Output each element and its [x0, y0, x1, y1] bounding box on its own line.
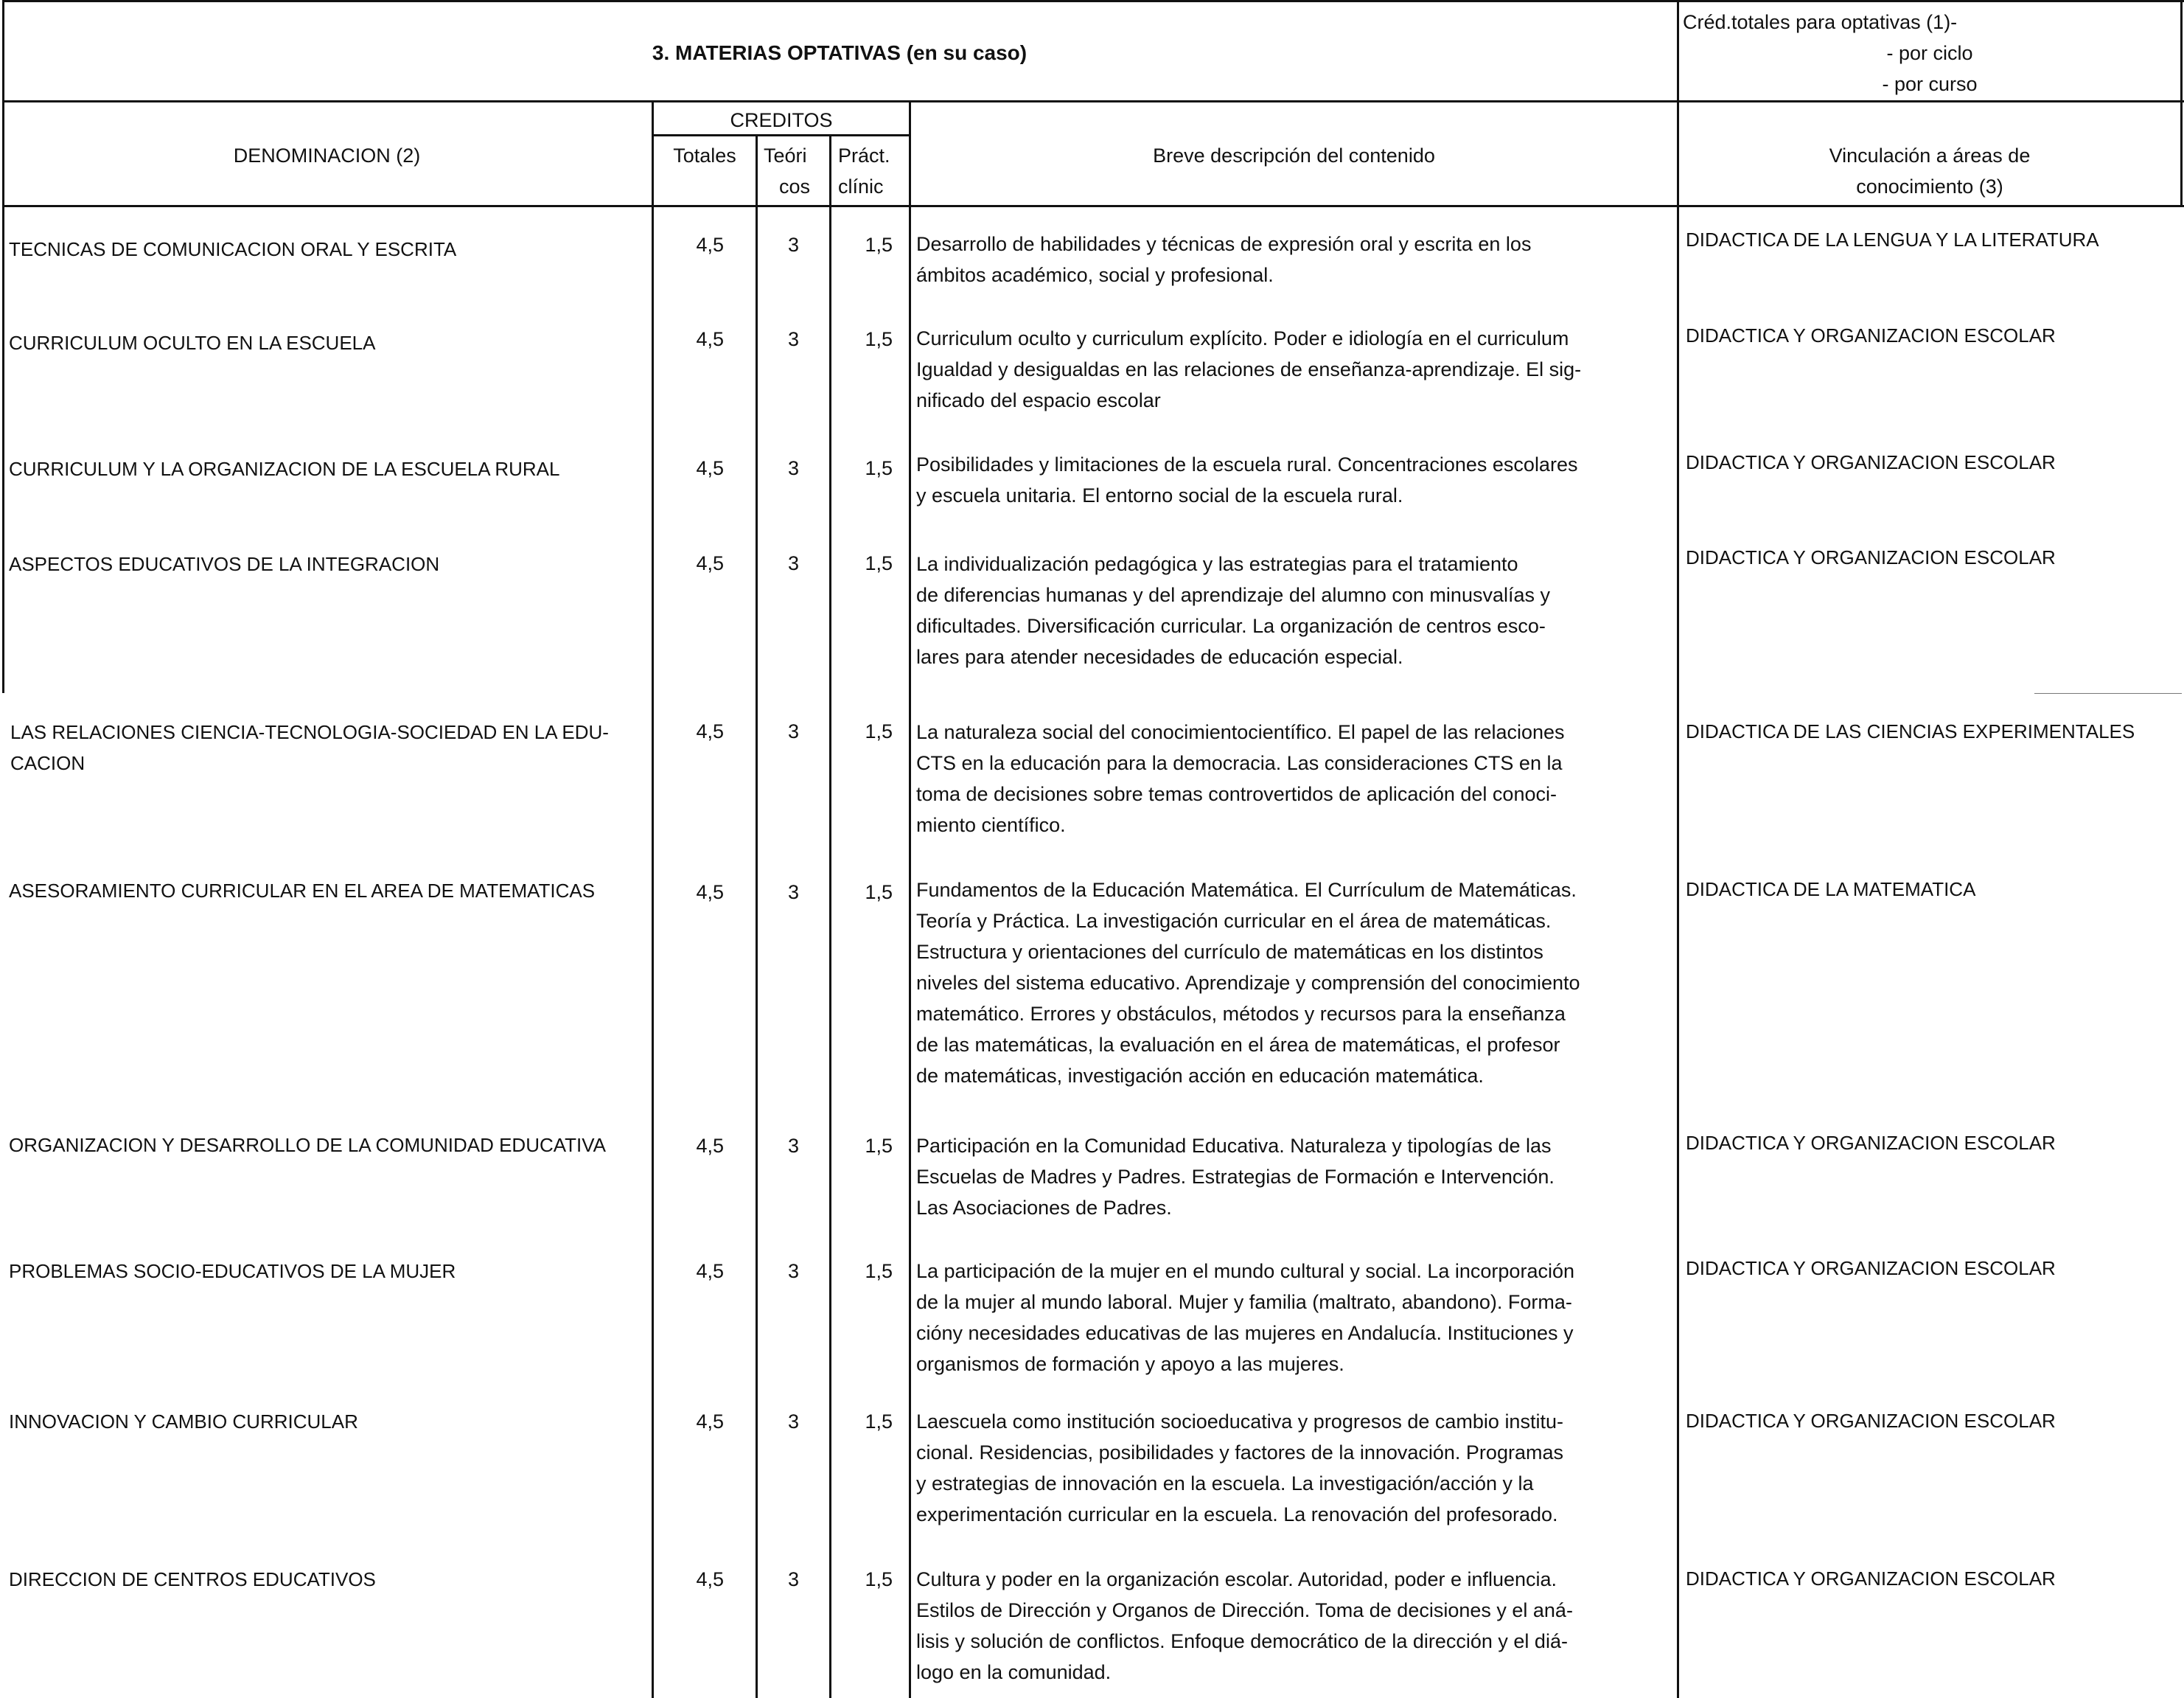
top-border — [2, 0, 2184, 2]
table-row-description: Desarrollo de habilidades y técnicas de expresión oral y escrita en los ámbitos académico, social y profesional. — [916, 233, 1532, 286]
table-row-description: Posibilidades y limitaciones de la escuela rural. Concentraciones escolares y escuela unitaria. El entorno social de la escuela rural. — [916, 453, 1578, 507]
col-desc-divider — [1677, 0, 1679, 1698]
table-row-practicos: 1,5 — [865, 328, 893, 350]
table-row-teoricos: 3 — [787, 1135, 800, 1157]
practicos-header-line1: Práct. — [838, 145, 890, 167]
table-row-totales: 4,5 — [696, 328, 724, 350]
table-row-practicos: 1,5 — [865, 1135, 893, 1157]
table-row-name: LAS RELACIONES CIENCIA-TECNOLOGIA-SOCIEDAD EN LA EDU- CACION — [10, 721, 609, 774]
table-row-practicos: 1,5 — [865, 1568, 893, 1590]
por-curso-label: - por curso — [1882, 73, 1978, 95]
table-row-practicos: 1,5 — [865, 720, 893, 742]
cred-totales-label: Créd.totales para optativas (1)- — [1683, 11, 1958, 33]
totales-header: Totales — [673, 145, 736, 167]
table-row-name: CURRICULUM OCULTO EN LA ESCUELA — [9, 332, 376, 354]
table-row-description: Cultura y poder en la organización escolar. Autoridad, poder e influencia. Estilos de Dirección y Organos de Dirección. Toma de decisiones y el aná- lisis y solución de conflictos. Enfoque democrático de la dirección y el diá- logo en la comunidad. — [916, 1568, 1573, 1683]
practicos-header-line2: clínic — [838, 175, 884, 198]
section-title: 3. MATERIAS OPTATIVAS (en su caso) — [652, 41, 1028, 64]
table-row-area: DIDACTICA DE LA MATEMATICA — [1686, 878, 1976, 900]
table-row-name: INNOVACION Y CAMBIO CURRICULAR — [9, 1410, 358, 1433]
left-border — [2, 0, 4, 693]
table-row-teoricos: 3 — [787, 881, 800, 903]
denominacion-header: DENOMINACION (2) — [233, 145, 421, 167]
table-row-name: PROBLEMAS SOCIO-EDUCATIVOS DE LA MUJER — [9, 1260, 456, 1282]
table-row-area: DIDACTICA DE LA LENGUA Y LA LITERATURA — [1686, 229, 2099, 251]
right-border — [2180, 0, 2183, 206]
table-row-area: DIDACTICA Y ORGANIZACION ESCOLAR — [1686, 1567, 2056, 1590]
col-teoricos-divider — [829, 134, 831, 1698]
table-row-practicos: 1,5 — [865, 552, 893, 574]
vinculacion-header-line1: Vinculación a áreas de — [1829, 145, 2031, 167]
col-practicos-divider — [909, 100, 911, 1698]
table-row-name: CURRICULUM Y LA ORGANIZACION DE LA ESCUELA RURAL — [9, 458, 560, 480]
table-row-description: Curriculum oculto y curriculum explícito. Poder e idiología en el curriculum Igualdad y desigualdas en las relaciones de enseñanza-aprendizaje. El sig- nificado del espacio escolar — [916, 327, 1582, 411]
table-row-practicos: 1,5 — [865, 1410, 893, 1433]
table-row-practicos: 1,5 — [865, 1260, 893, 1282]
table-row-description: La participación de la mujer en el mundo cultural y social. La incorporación de la mujer al mundo laboral. Mujer y familia (maltrato, abandono). Forma- ciónу necesidades educativas de las mujeres en Andalucía. Instituciones y organismos de formación y apoyo a las mujeres. — [916, 1260, 1574, 1375]
table-row-area: DIDACTICA Y ORGANIZACION ESCOLAR — [1686, 324, 2056, 347]
table-row-name: TECNICAS DE COMUNICACION ORAL Y ESCRITA — [9, 238, 457, 260]
table-row-practicos: 1,5 — [865, 457, 893, 479]
table-row-teoricos: 3 — [787, 1410, 800, 1433]
col-name-divider — [652, 100, 654, 1698]
table-row-name: ASPECTOS EDUCATIVOS DE LA INTEGRACION — [9, 553, 440, 575]
table-row-totales: 4,5 — [696, 720, 724, 742]
table-row-totales: 4,5 — [696, 457, 724, 479]
table-row-area: DIDACTICA Y ORGANIZACION ESCOLAR — [1686, 451, 2056, 473]
table-row-teoricos: 3 — [787, 720, 800, 742]
table-row-area: DIDACTICA DE LAS CIENCIAS EXPERIMENTALES — [1686, 720, 2135, 742]
subheader-divider — [2, 205, 2184, 207]
table-row-description: La individualización pedagógica y las estrategias para el tratamiento de diferencias humanas y del aprendizaje del alumno con minusvalías y dificultades. Diversificación curricular. La organización de centros esco- lares para atender necesidades de educación especial. — [916, 553, 1550, 668]
table-row-description: Laescuela como institución socioeducativa y progresos de cambio institu- cional. Residencias, posibilidades y factores de la innovación. Programas y estrategias de innovación en la escuela. La investigación/acción y la experimentación curricular en la escuela. La renovación del profesorado. — [916, 1410, 1563, 1525]
vinculacion-header-line2: conocimiento (3) — [1856, 175, 2003, 198]
table-row-description: Participación en la Comunidad Educativa. Naturaleza y tipologías de las Escuelas de Madres y Padres. Estrategias de Formación e Intervención. Las Asociaciones de Padres. — [916, 1135, 1555, 1219]
table-row-teoricos: 3 — [787, 234, 800, 256]
table-row-teoricos: 3 — [787, 552, 800, 574]
teoricos-header-line1: Teóri — [764, 145, 807, 167]
table-row-description: Fundamentos de la Educación Matemática. El Currículum de Matemáticas. Teoría y Práctica. La investigación curricular en el área de matemáticas. Estructura y orientaciones del currículo de matemáticas en los distintos niveles del sistema educativo. Aprendizaje y comprensión del conocimiento matemático. Errores y obstáculos, métodos y recursos para la enseñanza de las matemáticas, la evaluación en el área de matemáticas, el profesor de matemáticas, investigación acción en educación matemática. — [916, 879, 1580, 1087]
descripcion-header: Breve descripción del contenido — [1153, 145, 1435, 167]
col-totales-divider — [756, 134, 758, 1698]
por-ciclo-label: - por ciclo — [1886, 42, 1973, 64]
table-row-description: La naturaleza social del conocimientocientífico. El papel de las relaciones CTS en la educación para la democracia. Las consideraciones CTS en la toma de decisiones sobre temas controvertidos de aplicación del conoci- miento científico. — [916, 721, 1565, 836]
table-row-area: DIDACTICA Y ORGANIZACION ESCOLAR — [1686, 1257, 2056, 1279]
table-row-teoricos: 3 — [787, 457, 800, 479]
table-row-area: DIDACTICA Y ORGANIZACION ESCOLAR — [1686, 1410, 2056, 1432]
table-row-name: ASESORAMIENTO CURRICULAR EN EL AREA DE MATEMATICAS — [9, 880, 596, 902]
header-divider — [2, 100, 2184, 102]
teoricos-header-line2: cos — [779, 175, 811, 198]
table-row-teoricos: 3 — [787, 1260, 800, 1282]
table-row-totales: 4,5 — [696, 552, 724, 574]
table-row-teoricos: 3 — [787, 1568, 800, 1590]
table-row-totales: 4,5 — [696, 1260, 724, 1282]
table-row-area: DIDACTICA Y ORGANIZACION ESCOLAR — [1686, 1132, 2056, 1154]
table-row-totales: 4,5 — [696, 1568, 724, 1590]
table-row-practicos: 1,5 — [865, 234, 893, 256]
table-row-practicos: 1,5 — [865, 881, 893, 903]
table-row-area: DIDACTICA Y ORGANIZACION ESCOLAR — [1686, 546, 2056, 568]
table-row-totales: 4,5 — [696, 234, 724, 256]
faint-mark — [2034, 693, 2182, 694]
table-row-totales: 4,5 — [696, 1135, 724, 1157]
table-row-totales: 4,5 — [696, 1410, 724, 1433]
creditos-header: CREDITOS — [730, 109, 833, 131]
table-row-name: ORGANIZACION Y DESARROLLO DE LA COMUNIDAD EDUCATIVA — [9, 1134, 607, 1156]
table-row-totales: 4,5 — [696, 881, 724, 903]
table-row-teoricos: 3 — [787, 328, 800, 350]
table-row-name: DIRECCION DE CENTROS EDUCATIVOS — [9, 1568, 376, 1590]
